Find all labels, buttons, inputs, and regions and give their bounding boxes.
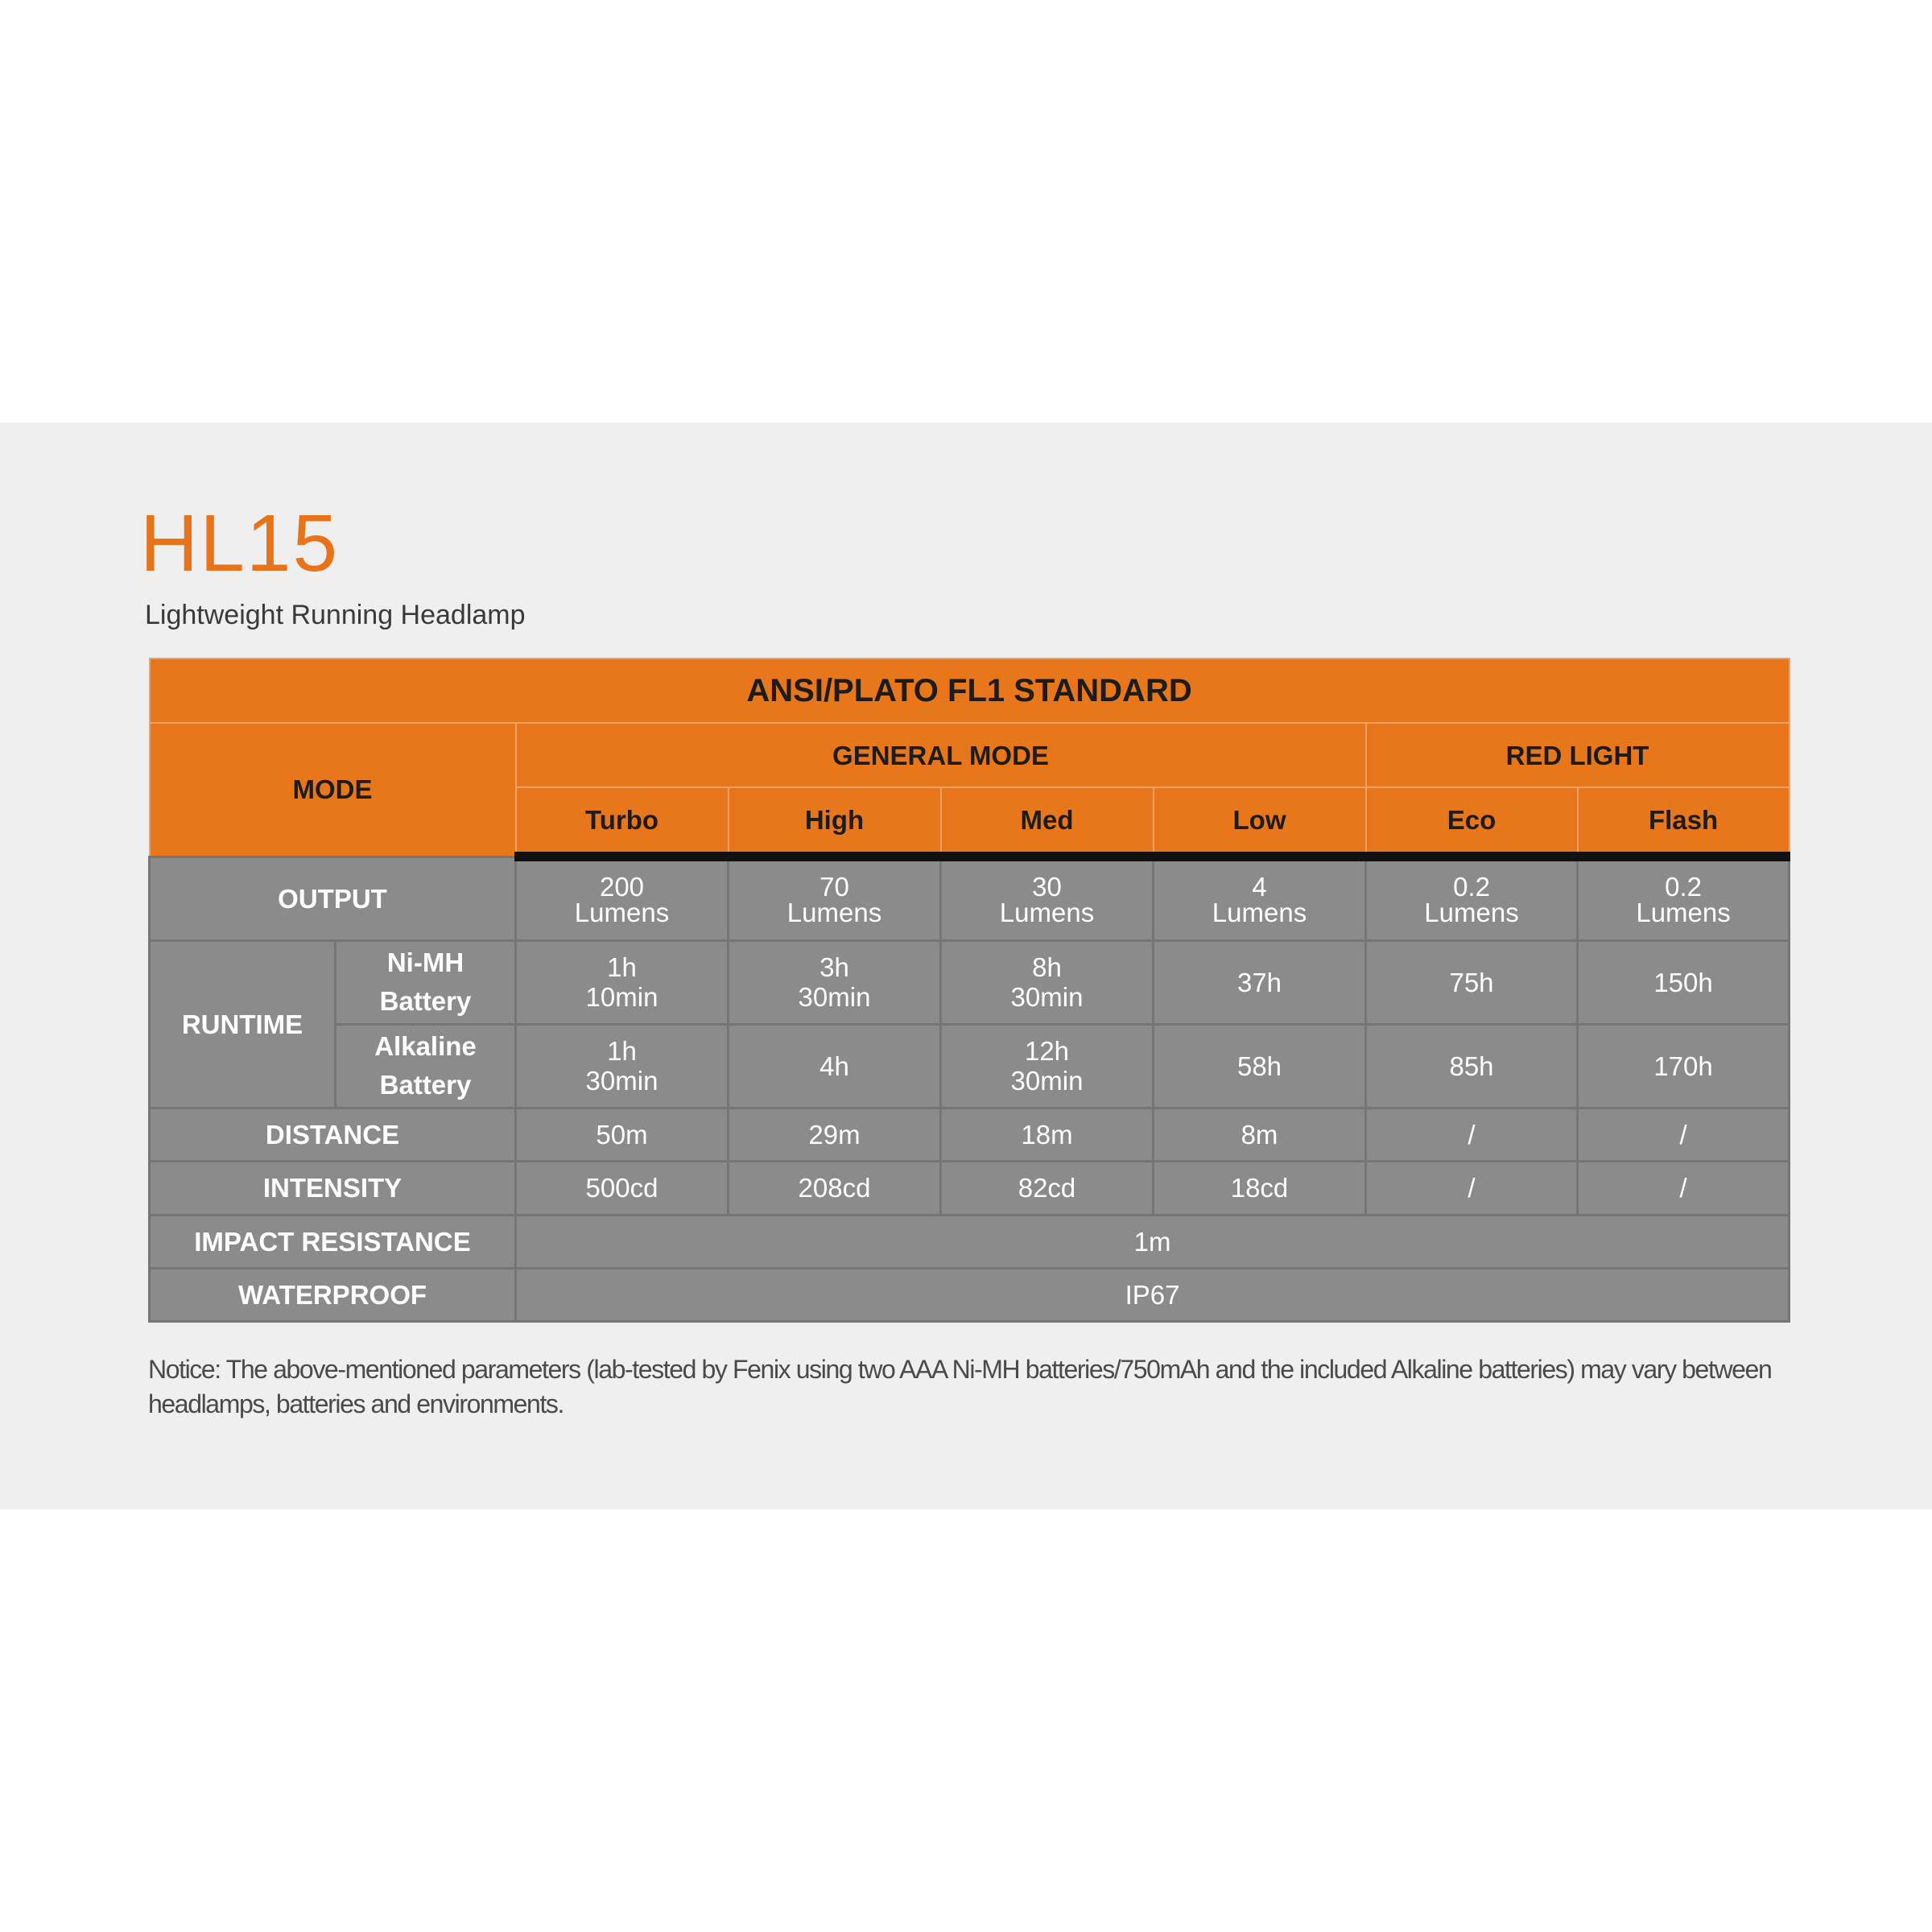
alkaline-battery-label: Alkaline Battery <box>336 1024 516 1108</box>
distance-value: / <box>1578 1108 1790 1161</box>
intensity-value: 18cd <box>1154 1161 1366 1215</box>
intensity-row <box>150 1161 1790 1215</box>
output-value: 0.2 Lumens <box>1578 857 1790 940</box>
output-value: 4 Lumens <box>1154 857 1366 940</box>
distance-value: 8m <box>1154 1108 1366 1161</box>
table-title-row <box>150 658 1790 723</box>
distance-value: 29m <box>729 1108 941 1161</box>
distance-label: DISTANCE <box>150 1108 516 1161</box>
distance-row <box>150 1108 1790 1161</box>
waterproof-value: IP67 <box>516 1268 1790 1321</box>
intensity-label: INTENSITY <box>150 1161 516 1215</box>
runtime-value: 58h <box>1154 1024 1366 1108</box>
mode-low: Low <box>1154 787 1366 857</box>
mode-group-row <box>150 723 1790 787</box>
general-mode-header: GENERAL MODE <box>516 723 1366 787</box>
distance-value: / <box>1366 1108 1578 1161</box>
mode-med: Med <box>941 787 1154 857</box>
intensity-value: 82cd <box>941 1161 1154 1215</box>
runtime-value: 75h <box>1366 940 1578 1024</box>
mode-eco: Eco <box>1366 787 1578 857</box>
intensity-value: / <box>1366 1161 1578 1215</box>
runtime-value: 85h <box>1366 1024 1578 1108</box>
runtime-value: 8h 30min <box>941 940 1154 1024</box>
mode-flash: Flash <box>1578 787 1790 857</box>
product-subtitle: Lightweight Running Headlamp <box>145 600 526 630</box>
output-row <box>150 857 1790 940</box>
runtime-value: 3h 30min <box>729 940 941 1024</box>
output-value: 70 Lumens <box>729 857 941 940</box>
impact-resistance-value: 1m <box>516 1215 1790 1268</box>
red-light-header: RED LIGHT <box>1366 723 1790 787</box>
product-title: HL15 <box>140 498 340 588</box>
intensity-value: 500cd <box>516 1161 729 1215</box>
waterproof-label: WATERPROOF <box>150 1268 516 1321</box>
intensity-value: / <box>1578 1161 1790 1215</box>
impact-resistance-row <box>150 1215 1790 1268</box>
runtime-value: 170h <box>1578 1024 1790 1108</box>
mode-high: High <box>729 787 941 857</box>
distance-value: 18m <box>941 1108 1154 1161</box>
table-title: ANSI/PLATO FL1 STANDARD <box>150 658 1790 723</box>
runtime-value: 1h 30min <box>516 1024 729 1108</box>
waterproof-row <box>150 1268 1790 1321</box>
runtime-value: 12h 30min <box>941 1024 1154 1108</box>
notice-text: Notice: The above-mentioned parameters (lab-tested by Fenix using two AAA Ni-MH batteries/750mAh and the included Alkaline batteries) may vary between headlamps, batteries and environments. <box>148 1355 1772 1418</box>
runtime-label: RUNTIME <box>150 940 336 1108</box>
runtime-value: 150h <box>1578 940 1790 1024</box>
output-label: OUTPUT <box>150 857 516 940</box>
output-value: 200 Lumens <box>516 857 729 940</box>
runtime-nimh-row <box>150 940 1790 1024</box>
runtime-value: 37h <box>1154 940 1366 1024</box>
output-value: 0.2 Lumens <box>1366 857 1578 940</box>
runtime-value: 1h 10min <box>516 940 729 1024</box>
mode-header: MODE <box>150 723 516 857</box>
intensity-value: 208cd <box>729 1161 941 1215</box>
runtime-value: 4h <box>729 1024 941 1108</box>
output-value: 30 Lumens <box>941 857 1154 940</box>
mode-turbo: Turbo <box>516 787 729 857</box>
distance-value: 50m <box>516 1108 729 1161</box>
impact-resistance-label: IMPACT RESISTANCE <box>150 1215 516 1268</box>
runtime-alkaline-row <box>150 1024 1790 1108</box>
spec-table <box>148 658 1790 1323</box>
nimh-battery-label: Ni-MH Battery <box>336 940 516 1024</box>
